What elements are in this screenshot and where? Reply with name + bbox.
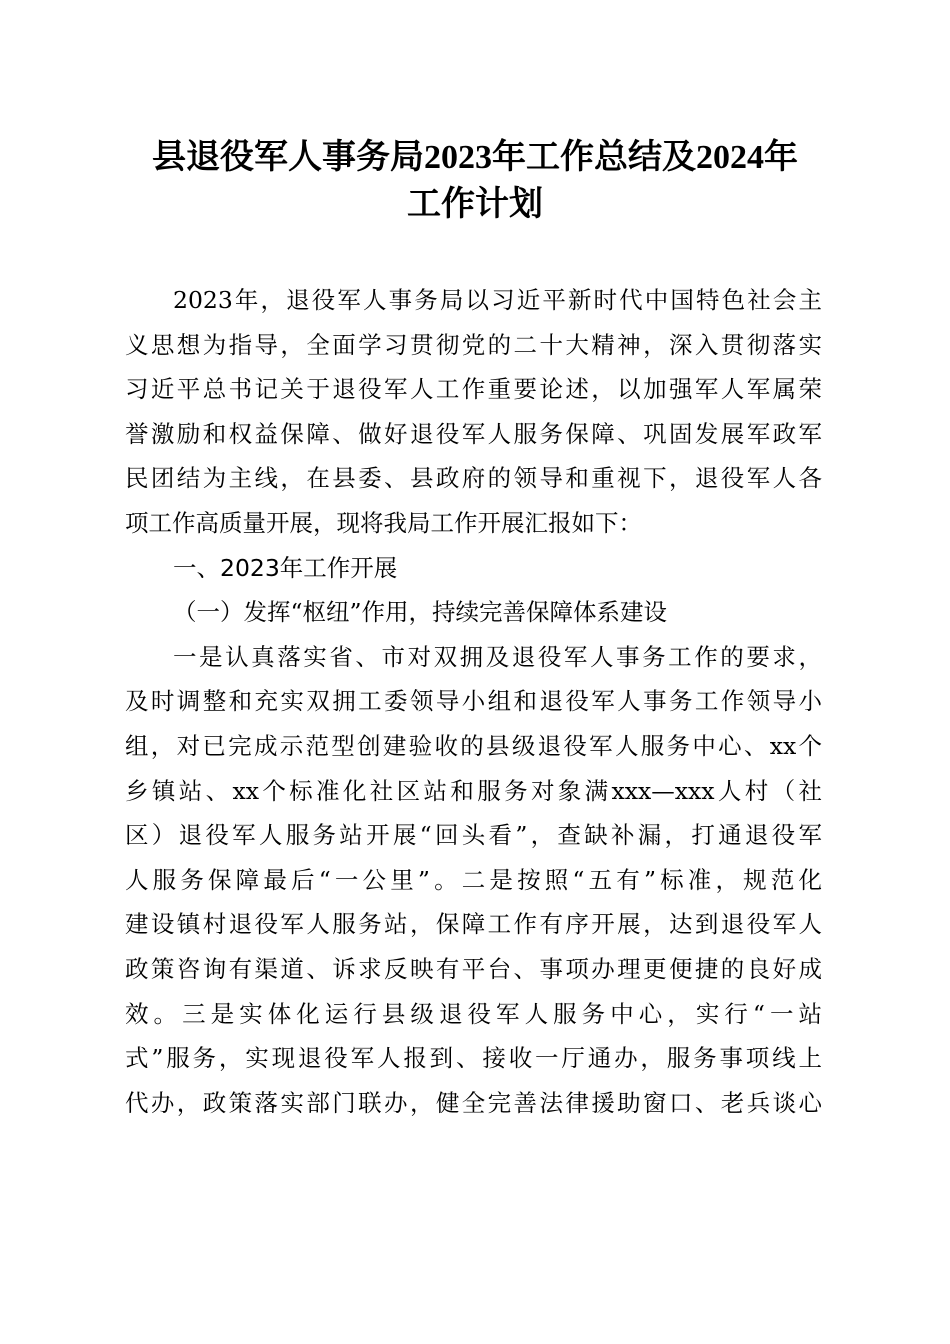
- text-line: 2023年，退役军人事务局以习近平新时代中国特色社会主: [173, 286, 822, 314]
- section-heading: 一、2023年工作开展: [173, 553, 398, 582]
- text-line: 项工作高质量开展，现将我局工作开展汇报如下：: [125, 508, 642, 537]
- text-line: 区）退役军人服务站开展“回头看”，查缺补漏，打通退役军: [125, 821, 822, 850]
- text-line: 政策咨询有渠道、诉求反映有平台、事项办理更便捷的良好成: [125, 954, 822, 983]
- text-line: 人服务保障最后“一公里”。二是按照“五有”标准，规范化: [125, 865, 822, 894]
- document-body: [125, 278, 822, 1125]
- document-title-line-2: 工作计划: [407, 186, 543, 223]
- text-line: 组，对已完成示范型创建验收的县级退役军人服务中心、xx个: [125, 731, 822, 760]
- text-line: 及时调整和充实双拥工委领导小组和退役军人事务工作领导小: [125, 687, 822, 716]
- subsection-heading: （一）发挥“枢纽”作用，持续完善保障体系建设: [173, 598, 668, 627]
- text-line: 建设镇村退役军人服务站，保障工作有序开展，达到退役军人: [125, 910, 822, 939]
- document-title-line-1: 县退役军人事务局2023年工作总结及2024年: [152, 139, 798, 176]
- intro-paragraph: [125, 278, 822, 546]
- text-line: 效。三是实体化运行县级退役军人服务中心，实行“一站: [125, 999, 822, 1028]
- text-line: 习近平总书记关于退役军人工作重要论述，以加强军人军属荣: [125, 375, 822, 404]
- text-line: 一是认真落实省、市对双拥及退役军人事务工作的要求，: [173, 642, 822, 671]
- text-line: 民团结为主线，在县委、县政府的领导和重视下，退役军人各: [125, 464, 822, 493]
- paragraph: [125, 635, 822, 1126]
- text-line: 代办，政策落实部门联办，健全完善法律援助窗口、老兵谈心: [125, 1088, 822, 1117]
- text-line: 乡镇站、xx个标准化社区站和服务对象满xxx—xxx人村（社: [125, 776, 822, 805]
- text-line: 誉激励和权益保障、做好退役军人服务保障、巩固发展军政军: [125, 419, 822, 448]
- text-line: 义思想为指导，全面学习贯彻党的二十大精神，深入贯彻落实: [125, 330, 822, 359]
- text-line: 式”服务，实现退役军人报到、接收一厅通办，服务事项线上: [125, 1044, 822, 1073]
